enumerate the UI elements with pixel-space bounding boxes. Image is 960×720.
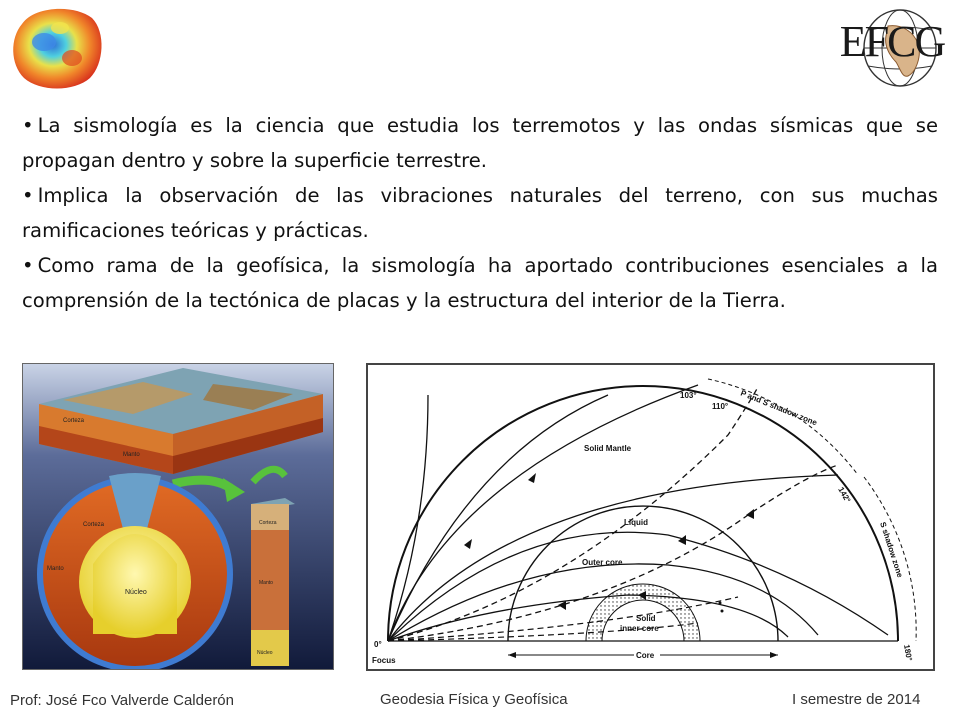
label-manto-top: Manto <box>123 452 140 458</box>
label-inner-core: inner core <box>620 624 659 633</box>
footer-course: Geodesia Física y Geofísica <box>380 691 568 708</box>
label-manto-sphere: Manto <box>47 566 64 572</box>
label-solid: Solid <box>636 614 656 623</box>
bullet-observacion: • Implica la observación de las vibraciones naturales del terreno, con sus muchas ramificaciones teóricas y prácticas. <box>22 178 938 248</box>
label-corteza-sphere: Corteza <box>83 522 105 528</box>
label-nucleo-sphere: Núcleo <box>125 589 147 596</box>
label-corteza-top: Corteza <box>63 418 85 424</box>
label-angle-0: 0° <box>374 640 382 649</box>
label-pands-shadow-zone: P and S shadow zone <box>739 388 819 428</box>
efcg-logo-text: EFCG <box>839 17 945 66</box>
label-s-shadow-zone: S shadow zone <box>878 520 905 579</box>
bullet-geofisica: • Como rama de la geofísica, la sismología ha aportado contribuciones esenciales a la comprensión de la tectónica de placas y la estructura del interior de la Tierra. <box>22 248 938 318</box>
bullet-sismologia: • La sismología es la ciencia que estudia los terremotos y las ondas sísmicas que se propagan dentro y sobre la superficie terrestre. <box>22 108 938 178</box>
label-angle-142: 142° <box>836 485 853 505</box>
efcg-logo <box>830 6 954 90</box>
label-outer-core: Outer core <box>582 558 623 567</box>
label-core: Core <box>636 651 655 660</box>
label-manto-column: Manto <box>259 580 273 586</box>
label-corteza-column: Corteza <box>259 520 277 526</box>
label-liquid: Liquid <box>624 518 648 527</box>
label-nucleo-column: Núcleo <box>257 650 273 656</box>
footer-semester: I semestre de 2014 <box>792 691 921 708</box>
earth-structure-figure <box>22 363 334 670</box>
label-focus: Focus <box>372 656 396 665</box>
label-angle-110: 110° <box>712 402 729 411</box>
label-solid-mantle: Solid Mantle <box>584 444 632 453</box>
geoid-logo <box>4 2 108 94</box>
seismic-waves-figure <box>366 363 935 671</box>
content-bullets <box>22 108 938 318</box>
label-angle-180: 180° <box>902 643 914 662</box>
label-angle-103: 103° <box>680 391 697 400</box>
footer-author: Prof: José Fco Valverde Calderón <box>10 692 234 709</box>
